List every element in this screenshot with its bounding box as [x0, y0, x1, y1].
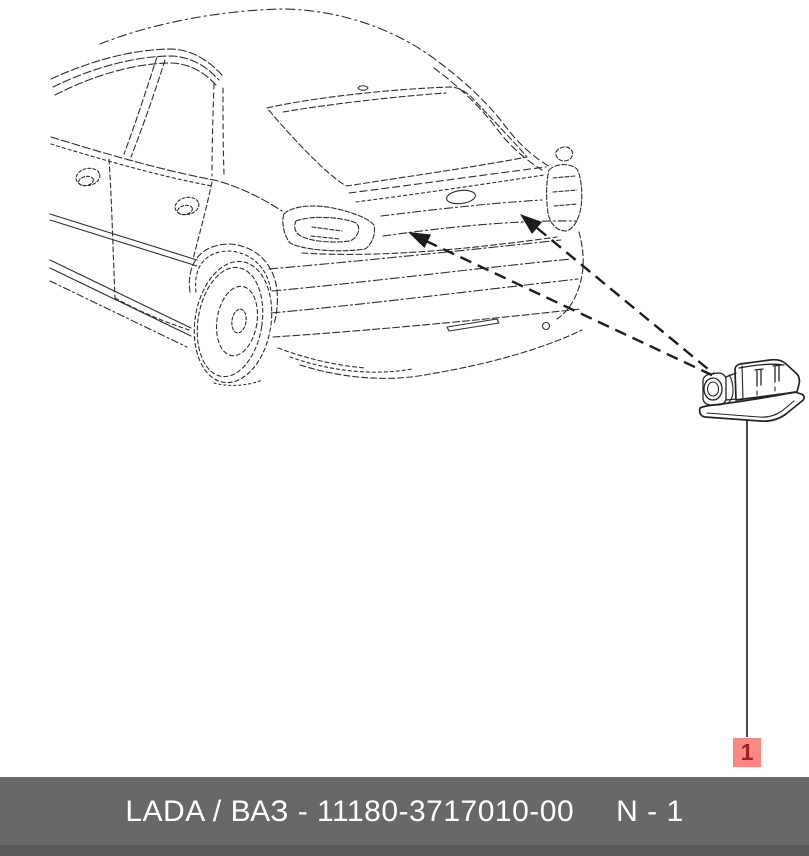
door-handle-front: [74, 166, 101, 188]
doors: [74, 159, 212, 330]
leader-line-left: [426, 241, 714, 376]
tail-light-right: [547, 147, 584, 319]
footer-bar: [0, 777, 809, 856]
footer-quantity-label: N - 1: [616, 794, 684, 828]
car-pillars: [124, 57, 224, 176]
leader-arrows: [408, 214, 714, 376]
footer-part-label: LADA / ВАЗ - 11180-3717010-00: [125, 794, 575, 828]
rear-wheel: [186, 244, 366, 388]
side-moldings: [50, 214, 197, 347]
car-line-art: [50, 9, 583, 388]
rear-bumper: [269, 240, 582, 378]
arrowhead-right: [520, 214, 542, 234]
callout-marker-1[interactable]: [733, 738, 761, 767]
leader-line-right: [537, 228, 714, 374]
tail-light-left: [283, 206, 375, 251]
callout-number: 1: [740, 739, 754, 765]
arrowhead-left: [408, 232, 431, 248]
footer-strip: [0, 845, 809, 856]
license-plate-light-part: [700, 360, 804, 422]
door-handle-rear: [173, 195, 200, 217]
lada-emblem: [446, 189, 476, 205]
rear-window: [267, 86, 527, 186]
car-beltline: [51, 137, 282, 211]
